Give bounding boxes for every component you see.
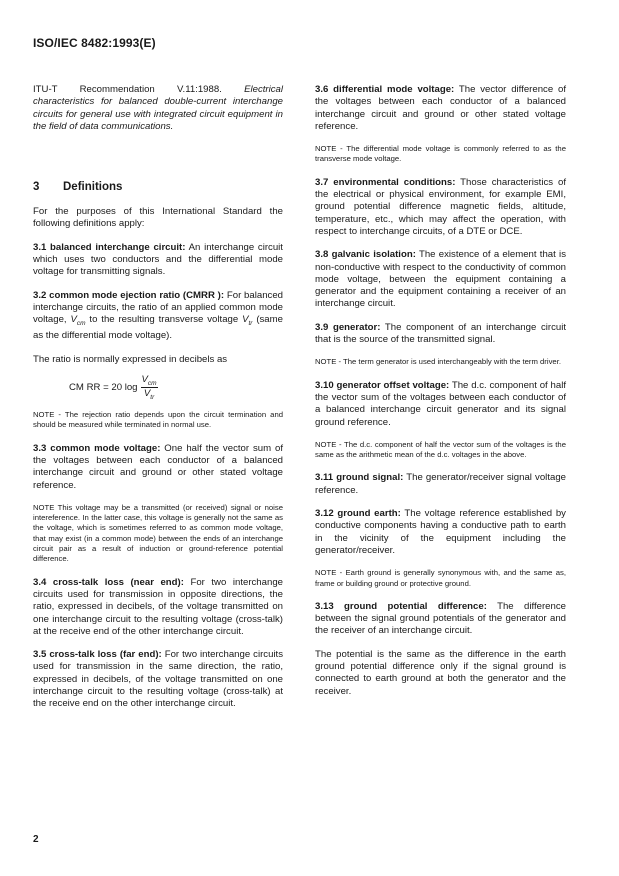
definition-3-6 bbox=[315, 84, 566, 133]
definition-3-8-term: 3.8 galvanic isolation: bbox=[315, 249, 416, 261]
definition-3-3-term: 3.3 common mode voltage: bbox=[33, 442, 161, 454]
note-3-10: NOTE - The d.c. component of half the vector sum of the voltages is the same as the arithmetic mean of the d.c. voltages in the above. bbox=[315, 439, 566, 460]
definition-3-1-text: An interchange circuit which uses two conductors and the differential mode voltage for transmitting signals. bbox=[33, 241, 283, 278]
definition-3-8-text: The existence of a element that is non-conductive with respect to the conductivity of common mode voltage, between the equipment containing a generator and the equipment containing a receiver of an interchange circuit. bbox=[315, 249, 566, 310]
definition-3-11-text: The generator/receiver signal voltage reference. bbox=[315, 472, 566, 496]
note-3-2: NOTE - The rejection ratio depends upon the circuit termination and should be measured while terminated in normal use. bbox=[33, 410, 283, 430]
definition-3-3 bbox=[33, 443, 283, 492]
definition-3-4 bbox=[33, 577, 283, 638]
definition-3-7 bbox=[315, 177, 566, 238]
definition-3-2-text-a: For balanced interchange circuits, the ratio of an applied common mode voltage, bbox=[33, 289, 283, 326]
definition-3-5-text: For two interchange circuits used for transmission in the same direction, the ratio, expressed in decibels, of the voltage transmitted on one interchange circuit to the resulting voltage (cross-talk) at the receive end on the other interchange circuit. bbox=[33, 649, 283, 710]
denominator-v: V bbox=[143, 387, 151, 399]
definition-3-12-text: The voltage reference established by conductive components having a conductive path to earth in the vicinity of the equipment including the generator/receiver. bbox=[315, 508, 566, 556]
definition-3-2-term: 3.2 common mode ejection ratio (CMRR ): bbox=[33, 289, 225, 301]
definitions-intro: For the purposes of this International Standard the following definitions apply: bbox=[33, 206, 283, 230]
definition-3-6-term: 3.6 differential mode voltage: bbox=[315, 84, 455, 95]
cmrr-formula bbox=[69, 372, 283, 402]
right-column bbox=[315, 84, 566, 698]
section-number: 3 bbox=[33, 181, 40, 194]
ratio-text: The ratio is normally expressed in decibels as bbox=[33, 353, 228, 365]
definition-3-8 bbox=[315, 249, 566, 310]
definition-3-12-term: 3.12 ground earth: bbox=[315, 508, 401, 520]
itu-reference-prefix: ITU-T Recommendation V.11:1988. bbox=[33, 84, 245, 95]
definition-3-10-term: 3.10 generator offset voltage: bbox=[315, 379, 450, 391]
numerator-v: V bbox=[141, 373, 148, 385]
section-title: Definitions bbox=[63, 181, 123, 194]
itu-reference bbox=[33, 84, 283, 133]
note-3-3: NOTE This voltage may be a transmitted (or received) signal or noise intereference. In the latter case, this voltage is generally not the same as the voltage, which is sometimes referred to as common mode voltage, that may exist (in a common mode) between the ends of an interchange circuit pair as a result of induction or ground-reference potential difference. bbox=[33, 502, 283, 564]
definition-3-13-text: The difference between the signal ground potentials of the generator and the receiver of an interchange circuit. bbox=[315, 600, 566, 637]
tr-subscript: tr bbox=[248, 320, 253, 328]
document-header: ISO/IEC 8482:1993(E) bbox=[33, 36, 156, 50]
definition-3-10 bbox=[315, 380, 566, 429]
definition-3-11-term: 3.11 ground signal: bbox=[315, 472, 404, 484]
definition-3-9-term: 3.9 generator: bbox=[315, 321, 381, 333]
definition-3-2-text-b: to the resulting transverse voltage bbox=[85, 314, 243, 326]
numerator-subscript: cm bbox=[147, 379, 157, 387]
definition-3-13 bbox=[315, 601, 566, 638]
definition-3-1 bbox=[33, 242, 283, 279]
v-tr-symbol bbox=[242, 314, 253, 328]
definition-3-12 bbox=[315, 508, 566, 557]
definition-3-10-text: The d.c. component of half the vector sum of the voltages between each conductor of a balanced interchange circuit generator and its signal ground reference. bbox=[315, 379, 566, 428]
definition-3-4-term: 3.4 cross-talk loss (near end): bbox=[33, 576, 184, 588]
definition-3-5-term: 3.5 cross-talk loss (far end): bbox=[33, 649, 162, 661]
denominator-subscript: tr bbox=[150, 393, 155, 401]
note-3-6: NOTE - The differential mode voltage is commonly referred to as the transverse mode voltage. bbox=[315, 144, 566, 164]
left-column bbox=[33, 84, 283, 711]
definition-3-13-term: 3.13 ground potential difference: bbox=[315, 600, 487, 612]
definition-3-9 bbox=[315, 322, 566, 347]
v-symbol: V bbox=[70, 314, 77, 326]
definition-3-7-term: 3.7 environmental conditions: bbox=[315, 176, 456, 188]
v-cm-symbol bbox=[70, 314, 86, 328]
paragraph-3-13-explanation: The potential is the same as the difference in the earth ground potential difference only if the signal ground is connected to earth ground at both the generator and the receiver. bbox=[315, 648, 566, 697]
definition-3-2-text-c: (same as the differential mode voltage). bbox=[33, 314, 283, 342]
formula-fraction bbox=[141, 374, 158, 401]
definition-3-4-text: For two interchange circuits used for transmission in opposite directions, the ratio, expressed in decibels, of the voltage transmitted on one interchange circuit to the resulting voltage (cross-talk) at the receive end of the other interchange circuit. bbox=[33, 576, 283, 637]
definition-3-2 bbox=[33, 290, 283, 343]
definition-3-6-text: The vector difference of the voltages between each conductor of a balanced interchange circuit and ground or other stated voltage reference. bbox=[315, 84, 566, 132]
cm-subscript: cm bbox=[76, 320, 86, 328]
formula-numerator bbox=[141, 374, 158, 388]
definition-3-1-term: 3.1 balanced interchange circuit: bbox=[33, 241, 186, 253]
definition-3-11 bbox=[315, 472, 566, 497]
definition-3-3-text: One half the vector sum of the voltages between each conductor of a balanced interchange circuit and ground or other stated voltage reference. bbox=[33, 442, 283, 491]
page-number: 2 bbox=[33, 834, 39, 845]
v-symbol: V bbox=[242, 314, 249, 326]
note-3-12: NOTE - Earth ground is generally synonymous with, and the same as, frame or building ground or protective ground. bbox=[315, 568, 566, 588]
formula-lhs: CM RR = 20 log bbox=[69, 381, 138, 393]
section-heading bbox=[33, 181, 283, 193]
note-3-9: NOTE - The term generator is used interchangeably with the term driver. bbox=[315, 357, 561, 367]
formula-denominator bbox=[144, 388, 154, 401]
definition-3-9-text: The component of an interchange circuit that is the source of the transmitted signal. bbox=[315, 321, 566, 346]
definition-3-7-text: Those characteristics of the electrical or physical environment, for example EMI, ground potential difference magnetic fields, altitude, temperature, etc., which may affect the operation, with respect to interchange circuits, of a DTE or DCE. bbox=[315, 176, 566, 237]
definition-3-5 bbox=[33, 649, 283, 710]
itu-reference-title: Electrical characteristics for balanced double-current interchange circuits for general use with integrated circuit equipment in the field of data communications. bbox=[33, 84, 283, 132]
